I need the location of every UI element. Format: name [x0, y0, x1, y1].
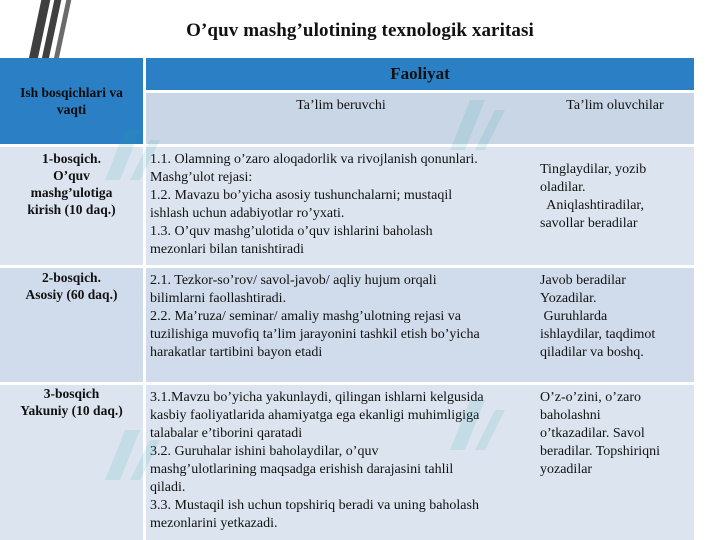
- student-line: o’tkazadilar. Savol: [540, 426, 645, 441]
- teacher-line: talabalar e’tiborini qaratadi: [150, 426, 303, 441]
- stage-cell: [0, 147, 143, 265]
- student-cell: [536, 385, 694, 540]
- teacher-line: tuzilishiga muvofiq ta’lim jarayonini tashkil etish bo’yicha: [150, 327, 480, 342]
- teacher-line: mezonlari bilan tanishtiradi: [150, 242, 304, 257]
- student-line: Guruhlarda: [540, 309, 608, 324]
- stage-line: O’quv: [53, 168, 90, 183]
- teacher-cell: [146, 147, 536, 265]
- student-line: savollar beradilar: [540, 216, 638, 231]
- teacher-line: 1.2. Mavazu bo’yicha asosiy tushunchalarni; mustaqil: [150, 188, 453, 203]
- stage-line: 2-bosqich.: [42, 270, 101, 285]
- header-stages: Ish bosqichlari va vaqti: [0, 58, 143, 144]
- student-line: Aniqlashtiradilar,: [540, 198, 645, 213]
- teacher-line: mashg’ulotlarining maqsadga erishish darajasini tahlil: [150, 462, 454, 477]
- teacher-line: 3.1.Mavzu bo’yicha yakunlaydi, qilingan ishlarni kelgusida: [150, 390, 484, 405]
- student-line: ishlaydilar, taqdimot: [540, 327, 656, 342]
- stage-line: 3-bosqich: [43, 386, 100, 401]
- student-line: qiladilar va boshq.: [540, 345, 644, 360]
- teacher-line: kasbiy faoliyatlarida ahamiyatga ega ekanligi muhimligiga: [150, 408, 480, 423]
- teacher-cell: [146, 385, 536, 540]
- teacher-line: 2.2. Ma’ruza/ seminar/ amaliy mashg’ulotning rejasi va: [150, 309, 462, 324]
- stage-line: kirish (10 daq.): [27, 202, 116, 217]
- header-students: Ta’lim oluvchilar: [536, 93, 694, 144]
- teacher-line: mezonlarini yetkazadi.: [150, 516, 278, 531]
- stage-cell: [0, 268, 143, 382]
- teacher-line: 3.3. Mustaqil ish uchun topshiriq beradi va uning baholash: [150, 498, 479, 513]
- stage-cell: [0, 385, 143, 540]
- student-line: beradilar. Topshiriqni: [540, 444, 661, 459]
- tech-map-table: [0, 58, 694, 540]
- student-line: Yozadilar.: [540, 291, 597, 306]
- teacher-line: 1.1. Olamning o’zaro aloqadorlik va rivojlanish qonunlari.: [150, 152, 478, 167]
- student-line: yozadilar: [540, 462, 593, 477]
- teacher-line: harakatlar tartibini bayon etadi: [150, 345, 323, 360]
- stage-line: Asosiy (60 daq.): [25, 287, 118, 302]
- student-line: oladilar.: [540, 180, 586, 195]
- header-activity: Faoliyat: [146, 58, 694, 90]
- student-line: baholashni: [540, 408, 601, 423]
- teacher-line: 1.3. O’quv mashg’ulotida o’quv ishlarini baholash: [150, 224, 433, 239]
- teacher-line: bilimlarni faollashtiradi.: [150, 291, 287, 306]
- student-line: Javob beradilar: [540, 273, 626, 288]
- stage-line: Yakuniy (10 daq.): [20, 403, 123, 418]
- stage-line: mashg’ulotiga: [30, 185, 113, 200]
- teacher-line: qiladi.: [150, 480, 186, 495]
- header-teacher: Ta’lim beruvchi: [146, 93, 536, 144]
- student-cell: [536, 147, 694, 265]
- student-line: Tinglaydilar, yozib: [540, 162, 647, 177]
- stage-line: 1-bosqich.: [42, 151, 101, 166]
- teacher-line: Mashg’ulot rejasi:: [150, 170, 253, 185]
- teacher-line: 2.1. Tezkor-so’rov/ savol-javob/ aqliy hujum orqali: [150, 273, 437, 288]
- teacher-cell: [146, 268, 536, 382]
- teacher-line: ishlash uchun adabiyotlar ro’yxati.: [150, 206, 345, 221]
- student-line: O’z-o’zini, o’zaro: [540, 390, 642, 405]
- teacher-line: 3.2. Guruhalar ishini baholaydilar, o’quv: [150, 444, 379, 459]
- page-title: O’quv mashg’ulotining texnologik xaritasi: [186, 20, 534, 41]
- student-cell: [536, 268, 694, 382]
